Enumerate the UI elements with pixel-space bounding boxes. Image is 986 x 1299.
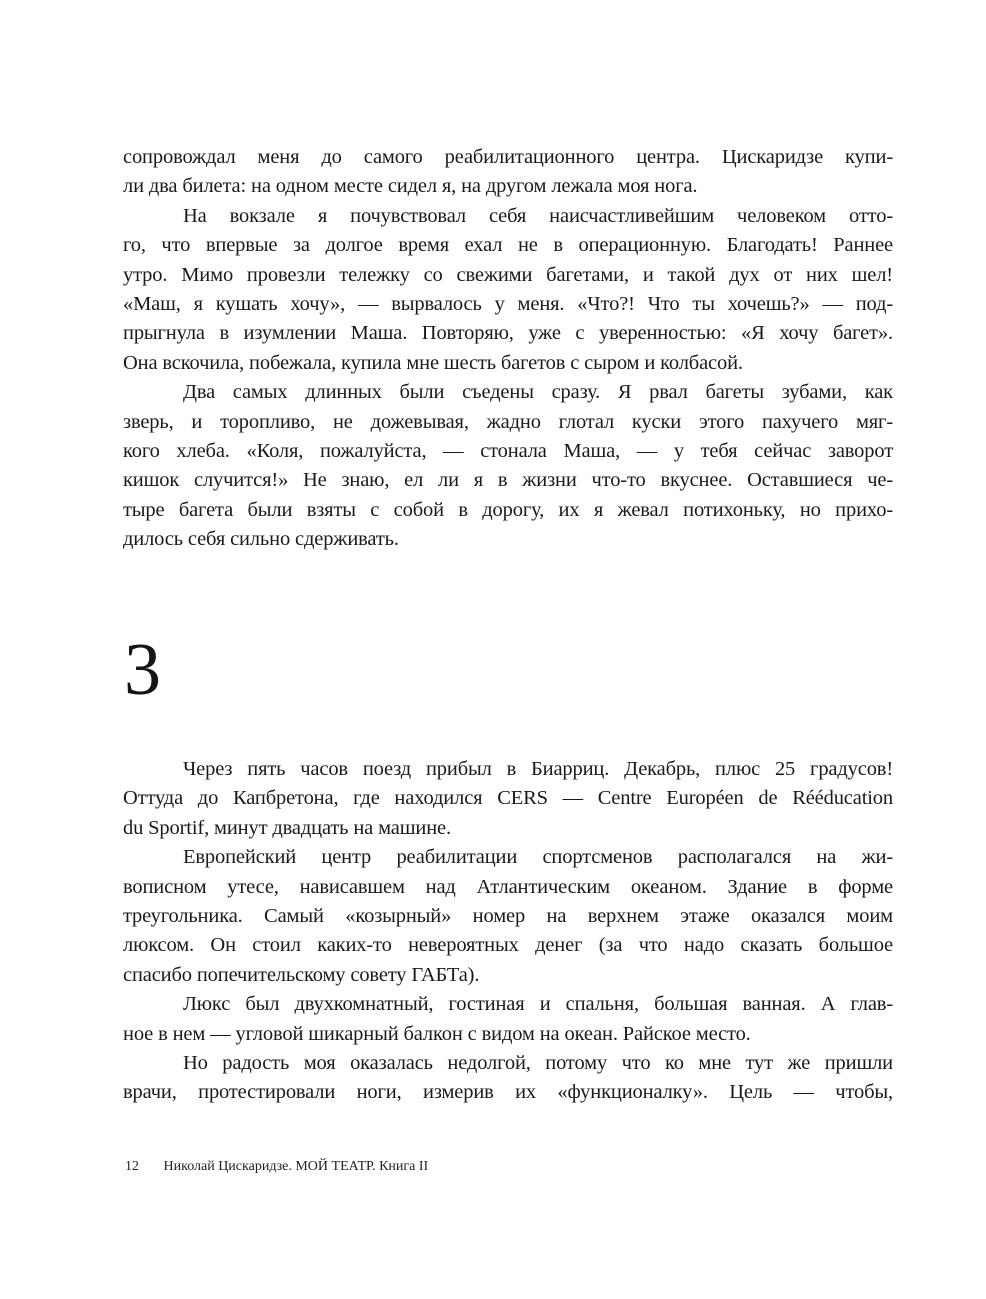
text-line: дилось себя сильно сдерживать.: [123, 528, 399, 551]
text-line: утро. Мимо провезли тележку со свежими багетами, и такой дух от них шел!: [123, 263, 893, 286]
text-section-top: [123, 143, 893, 554]
text-section-bottom: [123, 755, 893, 1108]
text-line: врачи, протестировали ноги, измерив их «функционалку». Цель — чтобы,: [123, 1081, 893, 1104]
text-line: Европейский центр реабилитации спортсменов располагался на жи-: [183, 846, 893, 869]
chapter-number: 3: [124, 629, 161, 711]
text-line: кишок случится!» Не знаю, ел ли я в жизни что-то вкуснее. Оставшиеся че-: [123, 469, 893, 492]
page-number: 12: [125, 1159, 139, 1174]
text-line: кого хлеба. «Коля, пожалуйста, — стонала Маша, — у тебя сейчас заворот: [123, 439, 893, 462]
text-line: «Маш, я кушать хочу», — вырвалось у меня. «Что?! Что ты хочешь?» — под-: [123, 292, 893, 315]
text-line: треугольника. Самый «козырный» номер на верхнем этаже оказался моим: [123, 904, 893, 927]
text-line: го, что впервые за долгое время ехал не в операционную. Благодать! Раннее: [123, 234, 893, 257]
text-line: вописном утесе, нависавшем над Атлантическим океаном. Здание в форме: [123, 875, 893, 898]
text-line: ное в нем — угловой шикарный балкон с видом на океан. Райское место.: [123, 1022, 751, 1045]
text-line: Но радость моя оказалась недолгой, потому что ко мне тут же пришли: [183, 1051, 893, 1074]
text-line: зверь, и торопливо, не дожевывая, жадно глотал куски этого пахучего мяг-: [123, 410, 893, 433]
text-line: Люкс был двухкомнатный, гостиная и спальня, большая ванная. А глав-: [183, 993, 893, 1016]
running-title: Николай Цискаридзе. МОЙ ТЕАТР. Книга II: [163, 1159, 429, 1174]
text-line: сопровождал меня до самого реабилитационного центра. Цискаридзе купи-: [123, 146, 893, 168]
text-line: ли два билета: на одном месте сидел я, на другом лежала моя нога.: [123, 175, 698, 198]
text-line: Она вскочила, побежала, купила мне шесть багетов с сыром и колбасой.: [123, 351, 743, 374]
text-line: du Sportif, минут двадцать на машине.: [123, 816, 451, 839]
text-line: На вокзале я почувствовал себя наисчастливейшим человеком отто-: [183, 204, 893, 227]
text-line: спасибо попечительскому совету ГАБТа).: [123, 963, 480, 986]
text-line: прыгнула в изумлении Маша. Повторяю, уже с уверенностью: «Я хочу багет».: [123, 322, 893, 345]
text-line: Два самых длинных были съедены сразу. Я рвал багеты зубами, как: [183, 381, 893, 404]
text-line: тыре багета были взяты с собой в дорогу, их я жевал потихоньку, но прихо-: [123, 498, 893, 521]
text-line: Оттуда до Капбретона, где находился CERS — Centre Européen de Rééducation: [123, 787, 893, 810]
text-line: Через пять часов поезд прибыл в Биарриц. Декабрь, плюс 25 градусов!: [183, 758, 893, 780]
page-footer: [125, 1158, 428, 1176]
text-line: люксом. Он стоил каких-то невероятных денег (за что надо сказать большое: [123, 934, 893, 957]
